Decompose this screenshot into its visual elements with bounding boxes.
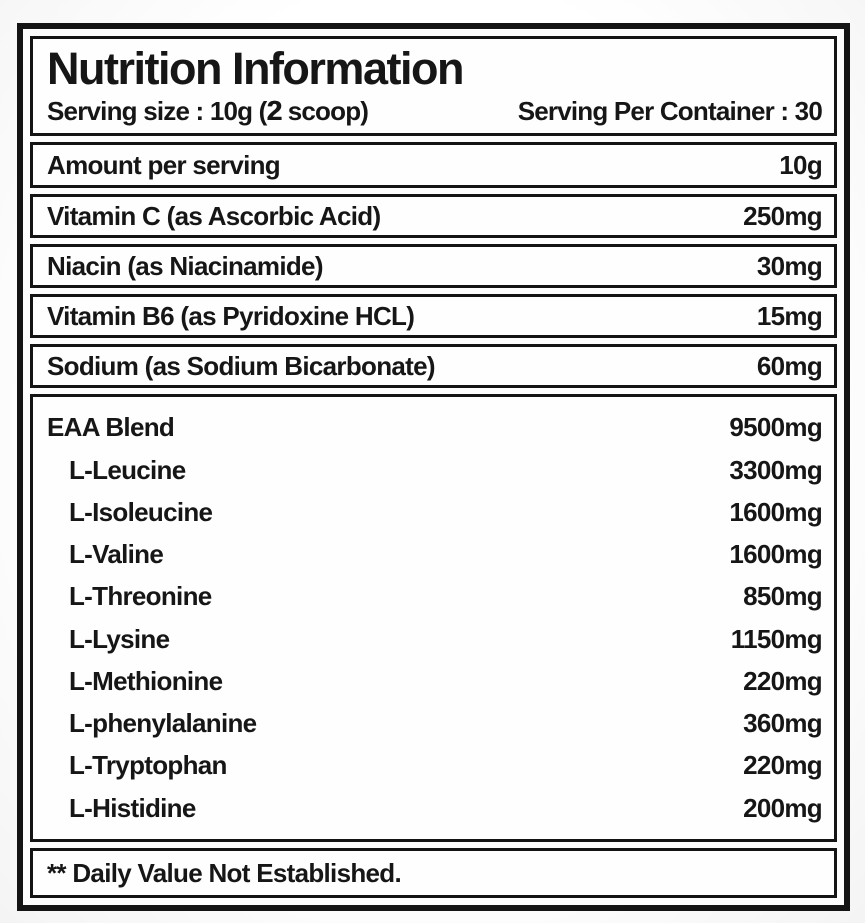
ingredient-label: L-Histidine [69, 792, 196, 823]
ingredient-value: 1600mg [729, 539, 822, 570]
amount-label: Amount per serving [47, 149, 280, 180]
ingredient-label: L-phenylalanine [69, 708, 257, 739]
nutrient-row-sodium [30, 344, 837, 388]
ingredient-row-l-histidine [33, 793, 834, 824]
amount-per-serving-row [30, 142, 837, 188]
footnote-text: ** Daily Value Not Established. [47, 857, 401, 888]
label-header [30, 36, 837, 136]
nutrient-label: Vitamin C (as Ascorbic Acid) [47, 200, 381, 231]
nutrient-value: 30mg [756, 250, 822, 281]
daily-value-footnote [30, 848, 837, 898]
serving-size [47, 95, 368, 127]
nutrient-value: 60mg [756, 350, 822, 381]
nutrient-value: 15mg [756, 300, 822, 331]
ingredient-label: L-Isoleucine [69, 496, 213, 527]
amount-value: 10g [779, 149, 822, 180]
ingredient-row-l-isoleucine [33, 497, 834, 528]
nutrient-value: 250mg [743, 200, 822, 231]
label-title: Nutrition Information [47, 42, 463, 94]
nutrient-label: Sodium (as Sodium Bicarbonate) [47, 350, 435, 381]
ingredient-row-l-tryptophan [33, 750, 834, 781]
ingredient-value: 3300mg [729, 454, 822, 485]
nutrition-label-panel [17, 23, 850, 911]
blend-label: EAA Blend [47, 412, 175, 443]
ingredient-label: L-Valine [69, 539, 164, 570]
ingredient-value: 850mg [743, 581, 822, 612]
ingredient-label: L-Methionine [69, 665, 223, 696]
nutrient-row-niacin [30, 244, 837, 288]
blend-value: 9500mg [729, 412, 822, 443]
eaa-blend-section [30, 394, 837, 842]
ingredient-label: L-Lysine [69, 623, 170, 654]
ingredient-value: 200mg [743, 792, 822, 823]
ingredient-value: 220mg [743, 665, 822, 696]
ingredient-value: 360mg [743, 708, 822, 739]
ingredient-value: 1600mg [729, 496, 822, 527]
serving-size-scoop-count: 2 [266, 95, 282, 126]
ingredient-label: L-Leucine [69, 454, 186, 485]
ingredient-label: L-Threonine [69, 581, 212, 612]
serving-size-suffix: scoop) [281, 96, 369, 126]
serving-size-prefix: Serving size : 10g ( [47, 96, 267, 126]
ingredient-value: 1150mg [730, 623, 822, 654]
nutrient-row-vitamin-b6 [30, 294, 837, 338]
ingredient-row-l-methionine [33, 666, 834, 697]
ingredient-row-l-leucine [33, 455, 834, 486]
nutrient-label: Niacin (as Niacinamide) [47, 250, 323, 281]
ingredient-label: L-Tryptophan [69, 750, 227, 781]
serving-info-row [47, 95, 822, 127]
ingredient-row-l-lysine [33, 624, 834, 655]
ingredient-row-l-valine [33, 539, 834, 570]
ingredient-value: 220mg [743, 750, 822, 781]
servings-per-container: Serving Per Container : 30 [517, 96, 822, 126]
nutrient-label: Vitamin B6 (as Pyridoxine HCL) [47, 300, 415, 331]
ingredient-row-l-phenylalanine [33, 708, 834, 739]
nutrient-row-vitamin-c [30, 194, 837, 238]
blend-header-row [33, 412, 834, 443]
ingredient-row-l-threonine [33, 581, 834, 612]
